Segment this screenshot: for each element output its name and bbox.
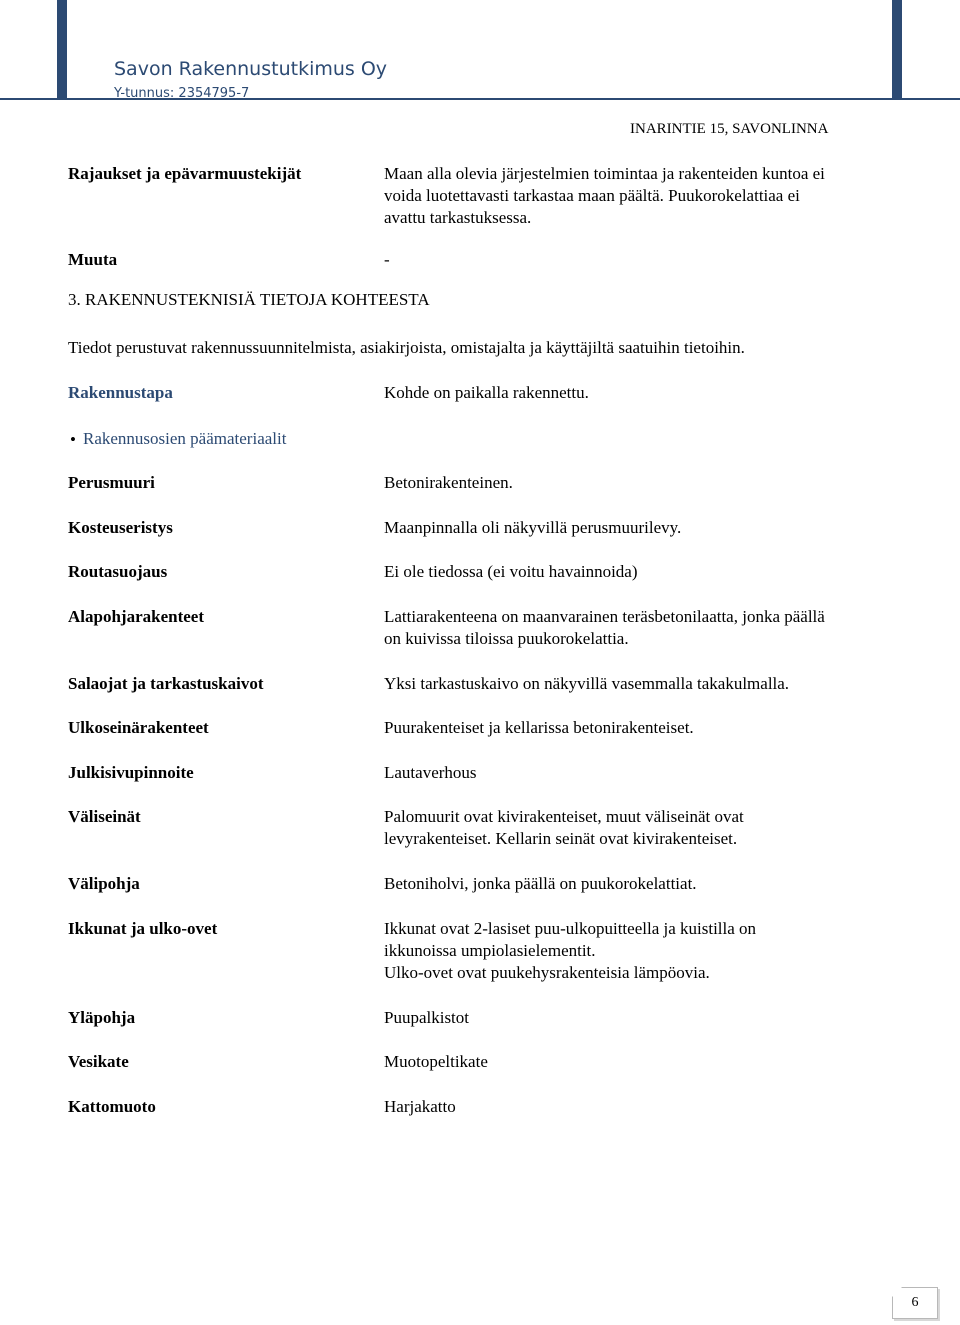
material-line: Betonirakenteinen. bbox=[384, 473, 513, 492]
material-label: Kattomuoto bbox=[68, 1097, 156, 1116]
material-line: on kuivissa tiloissa puukorokelattia. bbox=[384, 629, 629, 648]
header-left-bar bbox=[57, 0, 67, 100]
material-label: Ulkoseinärakenteet bbox=[68, 718, 209, 737]
material-line: Ei ole tiedossa (ei voitu havainnoida) bbox=[384, 562, 638, 581]
material-label: Julkisivupinnoite bbox=[68, 763, 194, 782]
material-value bbox=[384, 673, 904, 695]
material-label: Alapohjarakenteet bbox=[68, 607, 204, 626]
material-line: Lautaverhous bbox=[384, 763, 477, 782]
material-line: Puupalkistot bbox=[384, 1008, 470, 1027]
material-line: Harjakatto bbox=[384, 1097, 456, 1116]
material-label: Vesikate bbox=[68, 1052, 129, 1071]
other-value: - bbox=[384, 250, 390, 269]
limits-line: voida luotettavasti tarkastaa maan päältä. Puukorokelattiaa ei bbox=[384, 186, 800, 205]
material-value bbox=[384, 806, 904, 850]
material-line: Puurakenteiset ja kellarissa betonirakenteiset. bbox=[384, 718, 694, 737]
material-value bbox=[384, 918, 904, 984]
material-label: Salaojat ja tarkastuskaivot bbox=[68, 674, 264, 693]
construction-value: Kohde on paikalla rakennettu. bbox=[384, 383, 589, 402]
limits-line: Maan alla olevia järjestelmien toimintaa ja rakenteiden kuntoa ei bbox=[384, 164, 825, 183]
business-id: Y-tunnus: 2354795-7 bbox=[114, 86, 250, 101]
material-label: Ikkunat ja ulko-ovet bbox=[68, 919, 218, 938]
construction-label: Rakennustapa bbox=[68, 383, 173, 402]
material-value bbox=[384, 1051, 904, 1073]
material-line: Palomuurit ovat kivirakenteiset, muut väliseinät ovat bbox=[384, 807, 744, 826]
material-label: Perusmuuri bbox=[68, 473, 155, 492]
material-value bbox=[384, 1007, 904, 1029]
material-label: Routasuojaus bbox=[68, 562, 168, 581]
company-name: Savon Rakennustutkimus Oy bbox=[114, 58, 388, 80]
material-line: Muotopeltikate bbox=[384, 1052, 488, 1071]
material-label: Välipohja bbox=[68, 874, 140, 893]
material-value bbox=[384, 762, 904, 784]
material-line: Ulko-ovet ovat puukehysrakenteisia lämpöovia. bbox=[384, 963, 710, 982]
material-value bbox=[384, 1096, 904, 1118]
material-label: Kosteuseristys bbox=[68, 518, 173, 537]
material-line: levyrakenteiset. Kellarin seinät ovat kivirakenteiset. bbox=[384, 829, 738, 848]
material-label: Väliseinät bbox=[68, 807, 141, 826]
material-line: Lattiarakenteena on maanvarainen teräsbetonilaatta, jonka päällä bbox=[384, 607, 825, 626]
header-right-bar bbox=[892, 0, 902, 100]
material-line: Yksi tarkastuskaivo on näkyvillä vasemmalla takakulmalla. bbox=[384, 674, 790, 693]
material-line: Ikkunat ovat 2-lasiset puu-ulkopuitteella ja kuistilla on bbox=[384, 919, 757, 938]
material-value bbox=[384, 561, 904, 583]
property-address: INARINTIE 15, SAVONLINNA bbox=[630, 121, 829, 137]
limits-line: avattu tarkastuksessa. bbox=[384, 208, 532, 227]
material-line: Betoniholvi, jonka päällä on puukorokelattiat. bbox=[384, 874, 697, 893]
material-value bbox=[384, 717, 904, 739]
limits-label: Rajaukset ja epävarmuustekijät bbox=[68, 164, 302, 183]
bullet-icon: • bbox=[70, 430, 76, 449]
section-intro: Tiedot perustuvat rakennussuunnitelmista, asiakirjoista, omistajalta ja käyttäjiltä saatuihin tietoihin. bbox=[68, 338, 745, 357]
section-heading: 3. RAKENNUSTEKNISIÄ TIETOJA KOHTEESTA bbox=[68, 290, 430, 309]
material-value bbox=[384, 472, 904, 494]
material-value bbox=[384, 517, 904, 539]
other-label: Muuta bbox=[68, 250, 118, 269]
material-label: Yläpohja bbox=[68, 1008, 136, 1027]
materials-heading: Rakennusosien päämateriaalit bbox=[83, 429, 287, 448]
material-value bbox=[384, 873, 904, 895]
material-line: Maanpinnalla oli näkyvillä perusmuurilevy. bbox=[384, 518, 682, 537]
page-number: 6 bbox=[892, 1287, 938, 1319]
material-value bbox=[384, 606, 904, 650]
limits-text bbox=[384, 163, 892, 229]
material-line: ikkunoissa umpiolasielementit. bbox=[384, 941, 596, 960]
